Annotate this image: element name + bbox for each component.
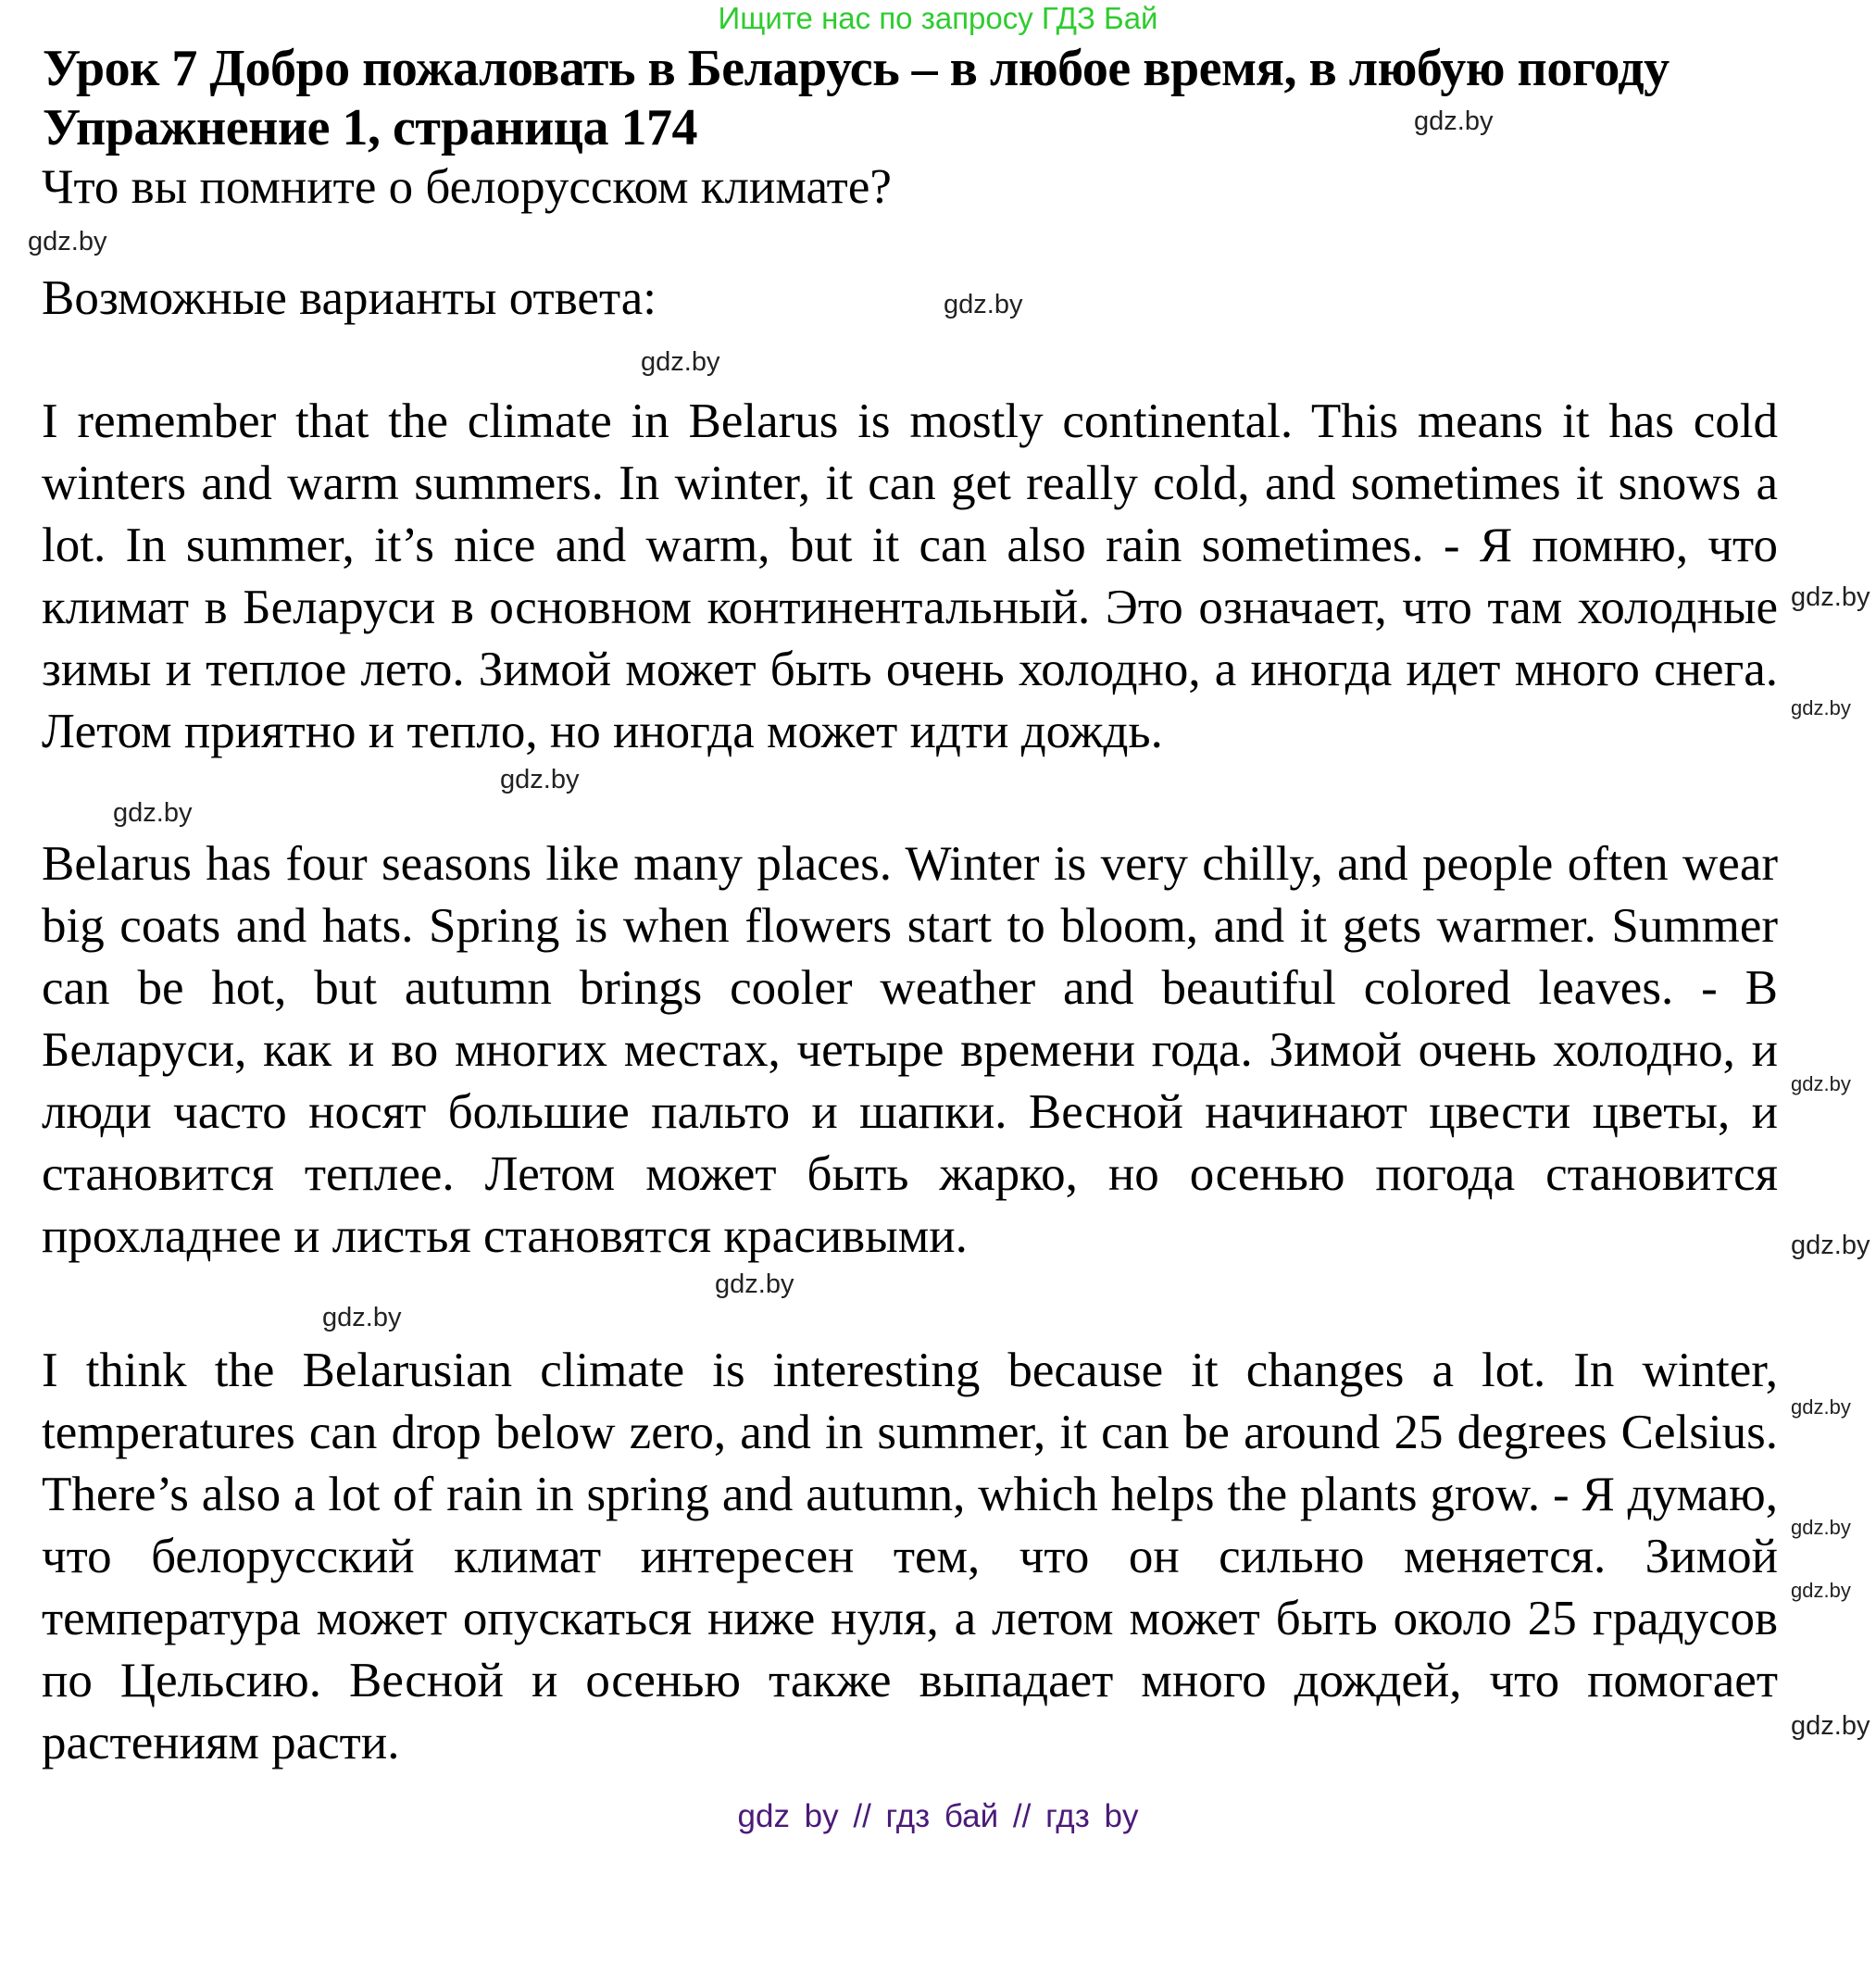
watermark: gdz.by <box>944 290 1023 319</box>
watermark: gdz.by <box>28 227 107 256</box>
lesson-title: Урок 7 Добро пожаловать в Беларусь – в любое время, в любую погоду <box>43 40 1670 97</box>
watermark: gdz.by <box>1791 1711 1870 1741</box>
watermark: gdz.by <box>1791 1516 1851 1539</box>
watermark: gdz.by <box>1791 582 1870 612</box>
watermark: gdz.by <box>1791 696 1851 719</box>
watermark: gdz.by <box>1414 106 1494 136</box>
watermark: gdz.by <box>113 798 193 828</box>
watermark: gdz.by <box>322 1303 402 1332</box>
search-hint-link[interactable]: Ищите нас по запросу ГДЗ Бай <box>718 1 1158 35</box>
answer-paragraph-3: I think the Belarusian climate is interesting because it changes a lot. In winter, temperatures can drop below zero, and in summer, it can be around 25 degrees Celsius. There’s also a lot of rain in spring and autumn, which helps the plants grow. - Я думаю, что белорусский климат интересен тем, что он сильно меняется. Зимой температура может опускаться ниже нуля, а летом может быть около 25 градусов по Цельсию. Весной и осенью также выпадает много дождей, что помогает растениям расти. <box>42 1344 1778 1769</box>
answer-paragraph-2: Belarus has four seasons like many places. Winter is very chilly, and people often wear big coats and hats. Spring is when flowers start to bloom, and it gets warmer. Summer can be hot, but autumn brings cooler weather and beautiful colored leaves. - В Беларуси, как и во многих местах, четыре времени года. Зимой очень холодно, и люди часто носят большие пальто и шапки. Весной начинают цвести цветы, и становится теплее. Летом может быть жарко, но осенью погода становится прохладнее и листья становятся красивыми. <box>42 837 1778 1263</box>
watermark: gdz.by <box>641 347 720 377</box>
watermark: gdz.by <box>1791 1231 1870 1260</box>
watermark: gdz.by <box>1791 1395 1851 1419</box>
exercise-title: Упражнение 1, страница 174 <box>43 99 698 156</box>
footer-links[interactable]: gdz by // гдз бай // гдз by <box>737 1798 1139 1834</box>
answer-paragraph-1: I remember that the climate in Belarus is mostly continental. This means it has cold winters and warm summers. In winter, it can get really cold, and sometimes it snows a lot. In summer, it’s nice and warm, but it can also rain sometimes. - Я помню, что климат в Беларуси в основном континентальный. Это означает, что там холодные зимы и теплое лето. Зимой может быть очень холодно, а иногда идет много снега. Летом приятно и тепло, но иногда может идти дождь. <box>42 394 1778 758</box>
question: Что вы помните о белорусском климате? <box>42 160 892 214</box>
watermark: gdz.by <box>1791 1072 1851 1095</box>
watermark: gdz.by <box>1791 1579 1851 1602</box>
answers-label: Возможные варианты ответа: <box>42 271 657 325</box>
watermark: gdz.by <box>715 1269 794 1299</box>
watermark: gdz.by <box>500 765 580 794</box>
